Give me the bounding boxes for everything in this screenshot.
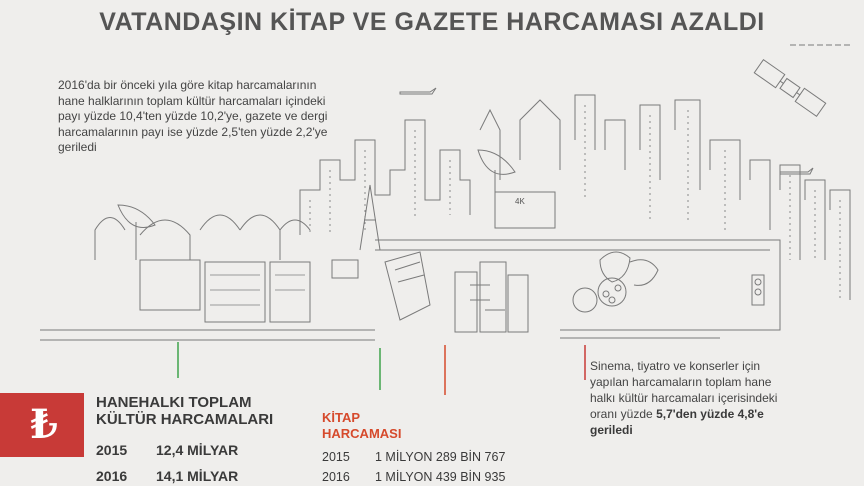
airplane-icon <box>780 168 813 174</box>
intro-text: 2016'da bir önceki yıla göre kitap harcamalarının hane halklarının toplam kültür harcamaları içindeki payı yüzde 10,4'ten yüzde 10,2'ye, gazete ve dergi harcamalarının payı ise yüzde 2,5'ten yüzde 2,2'ye geriledi <box>58 78 328 154</box>
lira-icon: ₺ <box>30 401 58 448</box>
theater-masks-icon <box>600 252 658 285</box>
book-row: 2016 1 MİLYON 439 BİN 935 <box>322 470 506 484</box>
tv-icon <box>495 192 555 228</box>
airplane-icon <box>400 88 436 94</box>
household-title: HANEHALKI TOPLAM KÜLTÜR HARCAMALARI <box>96 394 274 428</box>
satellite-icon <box>754 60 825 117</box>
book-row: 2015 1 MİLYON 289 BİN 767 <box>322 450 506 464</box>
newspaper-icon <box>385 252 430 320</box>
lira-badge <box>0 393 84 457</box>
film-reel-icon <box>573 288 597 312</box>
page-title: VATANDAŞIN KİTAP VE GAZETE HARCAMASI AZALDI <box>99 8 765 36</box>
household-row: 2015 12,4 MİLYAR <box>96 442 239 458</box>
satellite-dish-icon <box>118 205 155 260</box>
book-title: KİTAP HARCAMASI <box>322 410 402 441</box>
household-row: 2016 14,1 MİLYAR <box>96 468 239 484</box>
cinema-text: Sinema, tiyatro ve konserler için yapılan harcamaların toplam hane halkı kültür harcamaları içerisindeki oranı yüzde 5,7'den yüzde 4,8'e geriledi <box>590 359 778 437</box>
tv-label: 4K <box>515 197 525 206</box>
